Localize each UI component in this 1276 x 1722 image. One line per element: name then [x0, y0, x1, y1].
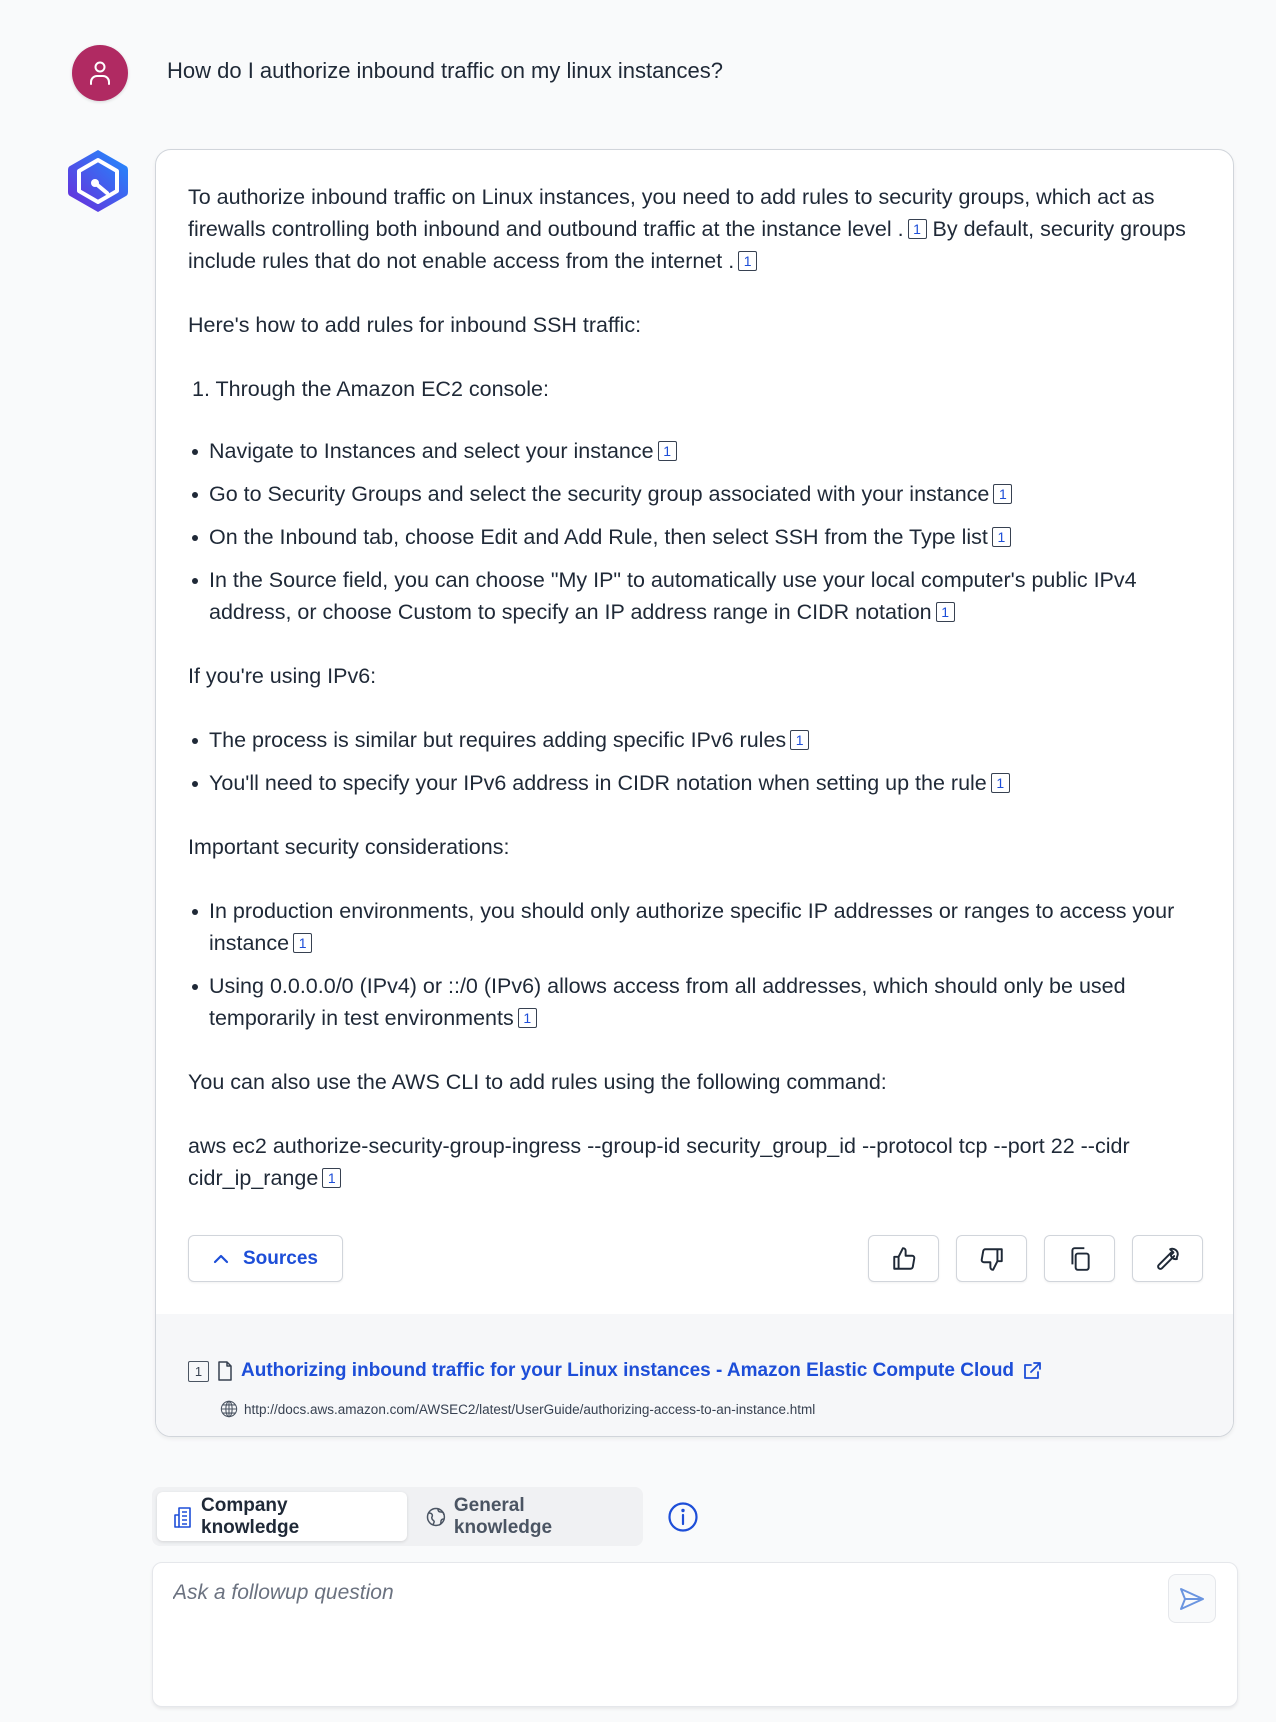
- send-icon: [1179, 1587, 1205, 1611]
- source-item: [188, 1360, 1042, 1382]
- citation-badge[interactable]: 1: [293, 933, 312, 953]
- list-item: Navigate to Instances and select your instance 1: [188, 435, 1193, 467]
- intro-paragraph: To authorize inbound traffic on Linux instances, you need to add rules to security groups, which act as firewalls controlling both inbound and outbound traffic at the instance level . 1 By default, security groups include rules that do not enable access from the internet . 1: [188, 185, 1186, 273]
- building-icon: [173, 1506, 193, 1528]
- list-item: In the Source field, you can choose "My IP" to automatically use your local computer's public IPv4 address, or choose Custom to specify an IP address range in CIDR notation 1: [188, 564, 1193, 628]
- citation-badge[interactable]: 1: [658, 441, 677, 461]
- external-link-icon[interactable]: [1022, 1361, 1042, 1381]
- general-knowledge-tab[interactable]: General knowledge: [410, 1492, 643, 1541]
- ipv6-steps-list: [188, 724, 1193, 799]
- thumbs-up-button[interactable]: [868, 1235, 939, 1282]
- citation-badge[interactable]: 1: [322, 1168, 341, 1188]
- thumbs-down-icon: [979, 1246, 1005, 1272]
- ssh-heading: Here's how to add rules for inbound SSH traffic:: [188, 313, 642, 337]
- ordered-item: 1. Through the Amazon EC2 console:: [192, 377, 549, 401]
- user-question: How do I authorize inbound traffic on my linux instances?: [167, 58, 724, 83]
- knowledge-toggle: [152, 1487, 643, 1546]
- globe-icon: [220, 1400, 238, 1418]
- list-item: In production environments, you should only authorize specific IP addresses or ranges to access your instance 1: [188, 895, 1193, 959]
- list-item: Using 0.0.0.0/0 (IPv4) or ::/0 (IPv6) allows access from all addresses, which should only be used temporarily in test environments 1: [188, 970, 1193, 1034]
- wrench-button[interactable]: [1132, 1235, 1203, 1282]
- citation-badge[interactable]: 1: [991, 773, 1010, 793]
- citation-badge[interactable]: 1: [908, 219, 927, 239]
- list-item: You'll need to specify your IPv6 address in CIDR notation when setting up the rule 1: [188, 767, 1193, 799]
- list-item: The process is similar but requires adding specific IPv6 rules 1: [188, 724, 1193, 756]
- cli-command: aws ec2 authorize-security-group-ingress --group-id security_group_id --protocol tcp --port 22 --cidr cidr_ip_range 1: [188, 1134, 1130, 1190]
- send-button[interactable]: [1168, 1574, 1216, 1623]
- copy-button[interactable]: [1044, 1235, 1115, 1282]
- citation-badge[interactable]: 1: [738, 251, 757, 271]
- answer-card: [155, 149, 1234, 1437]
- source-number: 1: [188, 1361, 209, 1382]
- globe-icon: [426, 1507, 446, 1527]
- followup-box: [152, 1562, 1238, 1707]
- user-avatar: [72, 45, 128, 101]
- security-heading: Important security considerations:: [188, 835, 510, 859]
- company-knowledge-tab[interactable]: Company knowledge: [157, 1492, 407, 1541]
- document-icon: [217, 1361, 233, 1381]
- cli-heading: You can also use the AWS CLI to add rules using the following command:: [188, 1070, 887, 1094]
- info-button[interactable]: [667, 1501, 699, 1533]
- answer-body: [188, 181, 1193, 1226]
- followup-input[interactable]: [173, 1581, 1123, 1605]
- citation-badge[interactable]: 1: [993, 484, 1012, 504]
- sources-panel: [156, 1314, 1233, 1436]
- citation-badge[interactable]: 1: [790, 730, 809, 750]
- ordered-list: [188, 373, 1193, 405]
- thumbs-up-icon: [891, 1246, 917, 1272]
- source-title-link[interactable]: Authorizing inbound traffic for your Linux instances - Amazon Elastic Compute Cloud: [241, 1360, 1015, 1381]
- source-url-row: [220, 1400, 815, 1418]
- sources-label: Sources: [243, 1247, 318, 1269]
- assistant-logo: [66, 148, 130, 214]
- security-steps-list: [188, 895, 1193, 1034]
- info-icon: [667, 1501, 699, 1533]
- thumbs-down-button[interactable]: [956, 1235, 1027, 1282]
- user-icon: [88, 60, 112, 86]
- citation-badge[interactable]: 1: [936, 602, 955, 622]
- wrench-icon: [1155, 1246, 1181, 1272]
- source-url[interactable]: http://docs.aws.amazon.com/AWSEC2/latest/UserGuide/authorizing-access-to-an-instance.html: [244, 1401, 816, 1417]
- citation-badge[interactable]: 1: [992, 527, 1011, 547]
- hexagon-q-logo-icon: [66, 148, 130, 214]
- chevron-up-icon: [213, 1254, 229, 1264]
- ipv6-heading: If you're using IPv6:: [188, 664, 377, 688]
- list-item: Go to Security Groups and select the security group associated with your instance 1: [188, 478, 1193, 510]
- copy-icon: [1067, 1246, 1093, 1272]
- sources-toggle-button[interactable]: [188, 1235, 343, 1282]
- list-item: On the Inbound tab, choose Edit and Add Rule, then select SSH from the Type list 1: [188, 521, 1193, 553]
- citation-badge[interactable]: 1: [518, 1008, 537, 1028]
- console-steps-list: [188, 435, 1193, 628]
